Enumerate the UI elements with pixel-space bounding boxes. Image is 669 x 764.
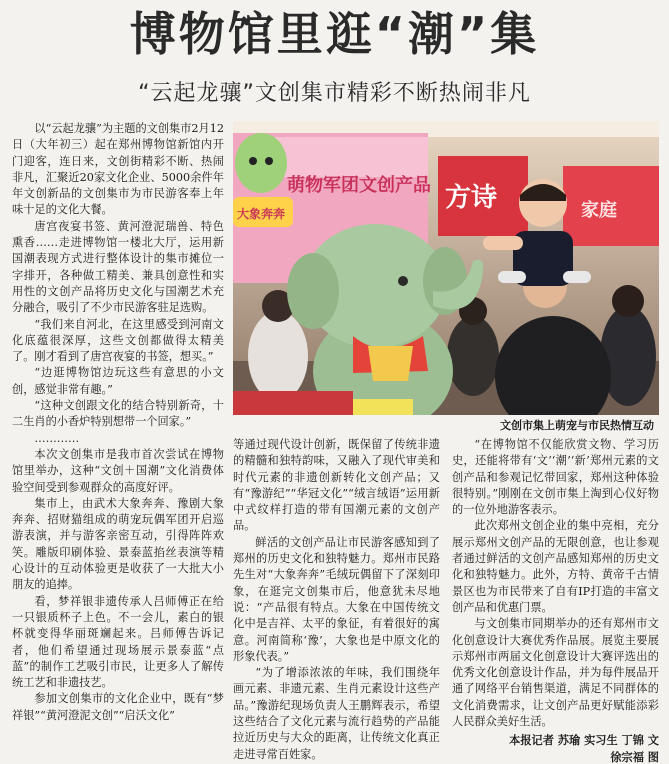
paragraph: “为了增添浓浓的年味，我们围绕年画元素、非遗元素、生肖元素设计这些产品。”豫游纪现场负责人王鹏辉表示，希望这些结合了文化元素与流行趋势的产品能拉近历史与大众的距离，让传统文化真正走进寻常百姓家。	[233, 666, 440, 761]
headline: 博物馆里逛“潮”集	[129, 7, 540, 61]
photo-credit: 徐宗福 图	[610, 749, 659, 763]
paragraph: 唐宫夜宴书签、黄河澄泥瑞兽、特色熏香……走进博物馆一楼北大厅，运用新国潮表现方式进行整体设计的集市摊位一字排开，各种做工精美、兼具创意性和实用性的文创产品将历史文化与国潮艺术充分融合，吸引了不少市民游客驻足选购。	[12, 219, 224, 315]
booth-sign-text: 萌物军团文创产品	[287, 175, 431, 196]
photo-illustration	[233, 121, 659, 415]
photo-caption: 文创市集上萌宠与市民热情互动	[500, 419, 654, 432]
right-sign-text: 家庭	[581, 200, 617, 221]
paragraph: 鲜活的文创产品让市民游客感知到了郑州的历史文化和独特魅力。郑州市民路先生对“大象奔奔”毛绒玩偶留下了深刻印象，在逛完文创集市后，他意犹未尽地说：“产品很有特点。大象在中国传统文化中是吉祥、太平的象征，有着很好的寓意。河南简称‘豫’，大象也是中原文化的形象代表。”	[233, 535, 440, 663]
paragraph: “边逛博物馆边玩这些有意思的小文创，感觉非常有趣。”	[12, 366, 224, 396]
paragraph: “这种文创跟文化的结合特别新奇，十二生肖的小香炉特别想带一个回家。”	[12, 399, 224, 429]
paragraph: …………	[34, 431, 80, 445]
paragraph: 集市上，由武术大象奔奔、豫剧大象奔奔、招财猫组成的萌宠玩偶军团开启巡游表演，并与游客亲密互动，引得阵阵欢笑。雕版印刷体验、景泰蓝掐丝表演等精心设计的互动体验更是收获了一大批大小朋友的追捧。	[12, 496, 224, 592]
article-column-2	[233, 437, 440, 763]
paragraph: 看，梦祥银非遗传承人吕师傅正在给一只银质杯子上色。不一会儿，素白的银杯就变得华丽斑斓起来。吕师傅告诉记者，他们希望通过现场展示景泰蓝“点蓝”的制作工艺吸引市民，让更多人了解传统工艺和非遗技艺。	[12, 594, 224, 690]
paragraph: “我们来自河北，在这里感受到河南文化底蕴很深厚，这些文创都做得太精美了。刚才看到了唐宫夜宴的书签，想买。”	[12, 317, 224, 364]
byline: 本报记者 苏瑜 实习生 丁锦 文	[509, 733, 659, 748]
news-photo	[233, 121, 659, 415]
paragraph: 参加文创集市的文化企业中，既有“梦祥银”“黄河澄泥文创”“启沃文化”	[12, 692, 224, 722]
paragraph: 此次郑州文创企业的集中亮相，充分展示郑州文创产品的无限创意，也让参观者通过鲜活的文创产品感知郑州的历史文化和独特魅力。此外，方特、黄帝千古情景区也为市民带来了自有IP打造的丰富文创产品和优惠门票。	[452, 519, 659, 614]
shop-sign-text: 方诗	[445, 183, 498, 213]
paragraph: 与文创集市同期举办的还有郑州市文化创意设计大赛优秀作品展。展览主要展示郑州市两届文化创意设计大赛评选出的优秀文化创意设计作品，并为每件展品开通了网络平台销售渠道，满足不同群体的文化消费需求，让文创产品更好赋能添彩人民群众美好生活。	[452, 617, 659, 729]
booth-logo-text: 大象奔奔	[237, 207, 286, 221]
article-column-1	[12, 121, 224, 763]
article-column-3	[452, 437, 659, 763]
paragraph: 以“云起龙骧”为主题的文创集市2月12日（大年初三）起在郑州博物馆新馆内开门迎客，连日来，文创街精彩不断、热闹非凡，汇聚近20家文化企业、5000余件年年文创新品的文创集市为市民游客奉上年味十足的文化大餐。	[12, 122, 224, 217]
subheadline: “云起龙骧”文创集市精彩不断热闹非凡	[138, 81, 531, 106]
paragraph: “在博物馆不仅能欣赏文物、学习历史，还能将带有‘文’‘潮’‘新’郑州元素的文创产品和参观记忆带回家，郑州这种体验很特别。”刚刚在文创市集上淘到心仪好物的一位外地游客表示。	[452, 438, 659, 517]
paragraph: 等通过现代设计创新，既保留了传统非遗的精髓和独特韵味，又融入了现代审美和时代元素的非遗创新转化文创产品；又有“豫游纪”“华冠文化”“绒言绒语”运用新中式纹样打造的带有国潮元素的文创产品。	[233, 438, 440, 533]
paragraph: 本次文创集市是我市首次尝试在博物馆里举办，这种“文创＋国潮”文化消费体验空间受到参观群众的高度好评。	[12, 447, 224, 494]
